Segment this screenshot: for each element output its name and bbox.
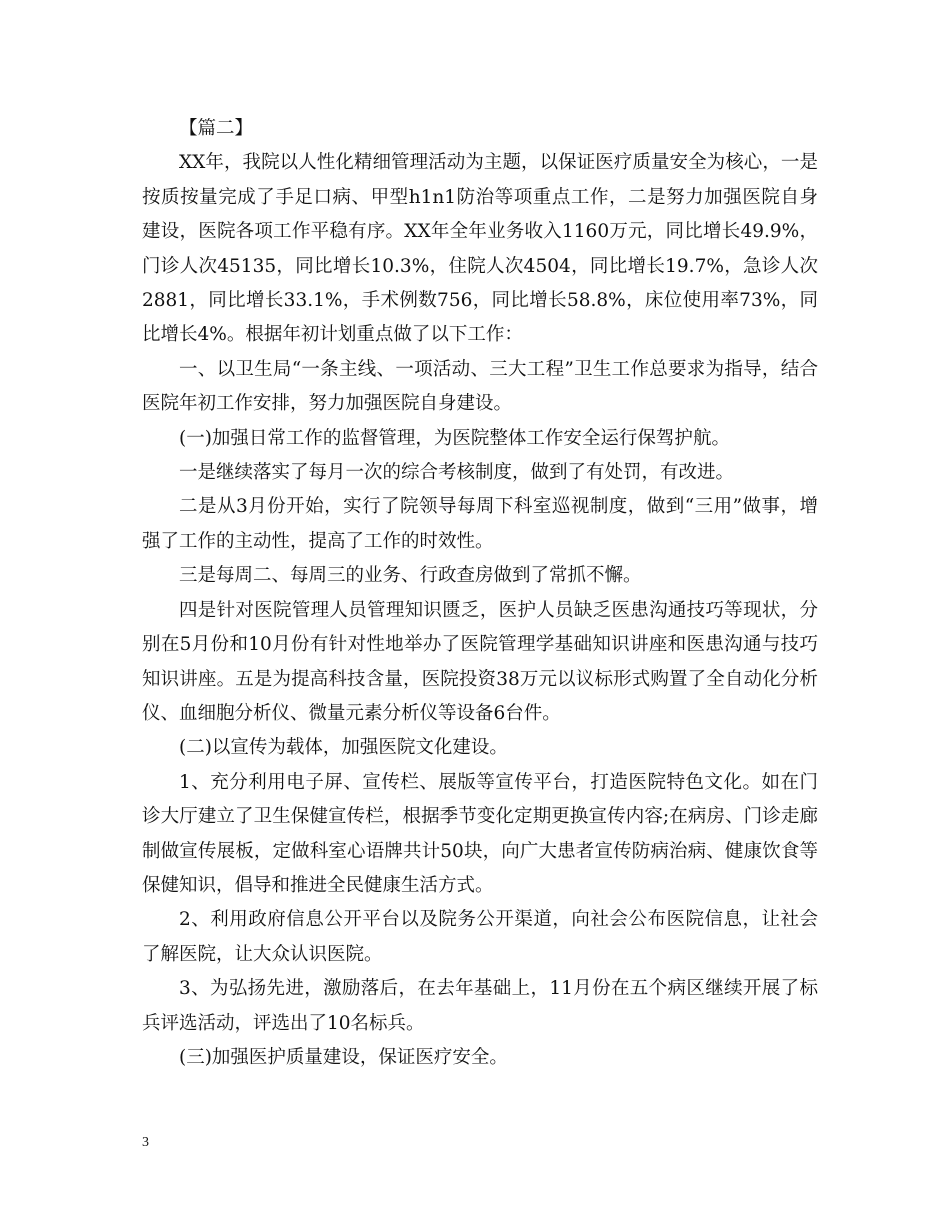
paragraph-point-4: 四是针对医院管理人员管理知识匮乏，医护人员缺乏医患沟通技巧等现状，分别在5月份和10月份有针对性地举办了医院管理学基础知识讲座和医患沟通与技巧知识讲座。五是为提高科技含量，医院投资38万元以议标形式购置了全自动化分析仪、血细胞分析仪、微量元素分析仪等设备6台件。	[142, 599, 818, 724]
subheading-3: (三)加强医护质量建设，保证医疗安全。	[179, 1046, 508, 1068]
subheading-2: (二)以宣传为载体，加强医院文化建设。	[179, 737, 508, 759]
paragraph-culture-1: 1、充分利用电子屏、宣传栏、展版等宣传平台，打造医院特色文化。如在门诊大厅建立了卫生保健宣传栏，根据季节变化定期更换宣传内容;在病房、门诊走廊制做宣传展板，定做科室心语牌共计50块，向广大患者宣传防病治病、健康饮食等保健知识，倡导和推进全民健康生活方式。	[142, 771, 818, 896]
paragraph-culture-3: 3、为弘扬先进，激励落后，在去年基础上，11月份在五个病区继续开展了标兵评选活动，评选出了10名标兵。	[142, 978, 818, 1034]
page-number: 3	[142, 1135, 149, 1150]
paragraph-culture-2: 2、利用政府信息公开平台以及院务公开渠道，向社会公布医院信息，让社会了解医院，让大众认识医院。	[142, 909, 818, 965]
paragraph-point-3: 三是每周二、每周三的业务、行政查房做到了常抓不懈。	[179, 565, 642, 587]
document-body	[142, 112, 818, 1075]
paragraph-point-1: 一是继续落实了每月一次的综合考核制度，做到了有处罚，有改进。	[179, 462, 735, 484]
subheading-1: (一)加强日常工作的监督管理，为医院整体工作安全运行保驾护航。	[179, 427, 730, 449]
paragraph-item-1: 一、以卫生局“一条主线、一项活动、三大工程”卫生工作总要求为指导，结合医院年初工作安排，努力加强医院自身建设。	[142, 358, 818, 415]
section-heading: 【篇二】	[179, 118, 254, 139]
paragraph-point-2: 二是从3月份开始，实行了院领导每周下科室巡视制度，做到“三用”做事，增强了工作的主动性，提高了工作的时效性。	[142, 496, 818, 552]
paragraph-summary: XX年，我院以人性化精细管理活动为主题，以保证医疗质量安全为核心，一是按质按量完成了手足口病、甲型h1n1防治等项重点工作，二是努力加强医院自身建设，医院各项工作平稳有序。XX年全年业务收入1160万元，同比增长49.9%，门诊人次45135，同比增长10.3%，住院人次4504，同比增长19.7%，急诊人次2881，同比增长33.1%，手术例数756，同比增长58.8%，床位使用率73%，同比增长4%。根据年初计划重点做了以下工作：	[142, 152, 818, 346]
